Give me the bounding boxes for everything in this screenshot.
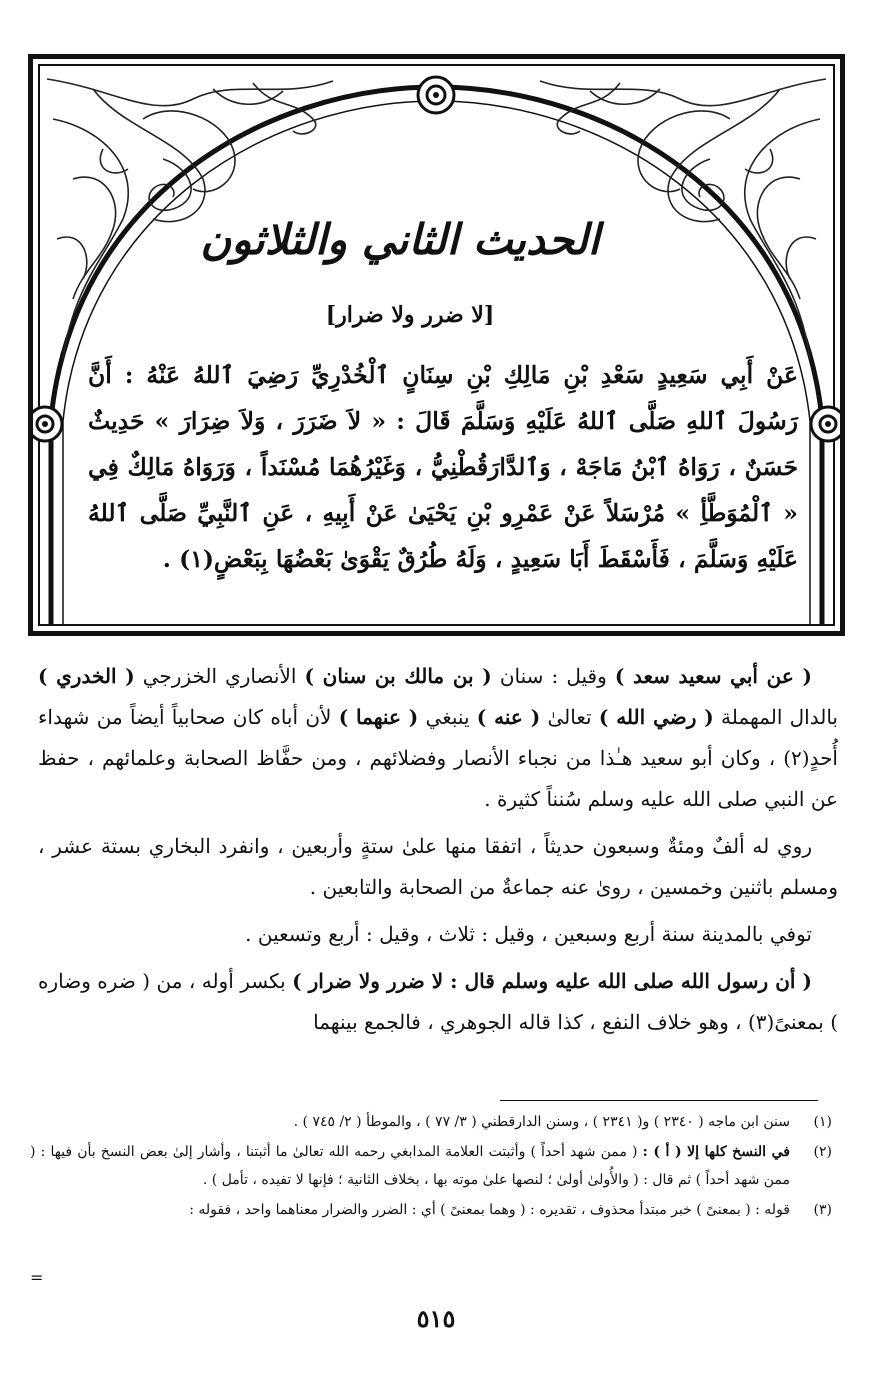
- footnote: [30, 1138, 832, 1194]
- hadith-text: عَنْ أَبِي سَعِيدٍ سَعْدِ بْنِ مَالِكِ بْنِ سِنَانٍ ٱلْخُدْرِيِّ رَضِيَ ٱللهُ عَنْهُ : أَنَّ رَسُولَ ٱللهِ صَلَّى ٱللهُ عَلَيْهِ وَسَلَّمَ قَالَ : « لاَ ضَرَرَ ، وَلاَ ضِرَارَ » حَدِيثٌ حَسَنٌ ، رَوَاهُ ٱبْنُ مَاجَهْ ، وَٱلدَّارَقُطْنِيُّ ، وَغَيْرُهُمَا مُسْنَداً ، وَرَوَاهُ مَالِكٌ فِي « ٱلْمُوَطَّأِ » مُرْسَلاً عَنْ عَمْرِو بْنِ يَحْيَىٰ عَنْ أَبِيهِ ، عَنِ ٱلنَّبِيِّ صَلَّى ٱللهُ عَلَيْهِ وَسَلَّمَ ، فَأَسْقَطَ أَبَا سَعِيدٍ ، وَلَهُ طُرُقٌ يَقْوَىٰ بَعْضُهَا بِبَعْضٍ(١) .: [88, 361, 798, 573]
- footnote-text: ( ممن شهد أحداً ) وأثبتت العلامة المدابغي رحمه الله تعالىٰ ما أثبتنا ، وأشار إلىٰ بعض النسخ بأن فيها : ( ممن شهد أحداً ) ثم قال : ( والأُولىٰ أولىٰ ؛ لنصها علىٰ موته بها ، بخلاف الثانية ؛ فإنها لا تفيده ، تأمل ) .: [30, 1144, 790, 1188]
- footnote: [30, 1196, 832, 1224]
- commentary-paragraph-4: [38, 961, 838, 1043]
- quoted-phrase: ( عن أبي سعيد سعد ): [614, 664, 812, 688]
- footnote-number: (١): [813, 1114, 832, 1130]
- commentary-text: الأنصاري الخزرجي: [134, 664, 305, 688]
- page-number: ٥١٥: [416, 1304, 456, 1333]
- footnote-text: قوله : ( بمعنىً ) خبر مبتدأ محذوف ، تقديره : ( وهما بمعنىً ) أي : الضرر والضرار معناهما واحد ، فقوله :: [189, 1202, 790, 1218]
- commentary-paragraph-1: [38, 656, 838, 820]
- quoted-phrase: ( رضي الله ): [598, 705, 714, 729]
- hadith-subtitle: [لا ضرر ولا ضرار]: [325, 302, 495, 328]
- commentary-text: تعالىٰ: [540, 705, 599, 729]
- commentary-text: بالدال المهملة: [713, 705, 838, 729]
- quoted-phrase: ( الخدري ): [38, 664, 135, 688]
- footnote: [30, 1108, 832, 1136]
- commentary-text: بكسر أوله ، من ( ضره وضاره ) بمعنىً(٣) ، وهو خلاف النفع ، كذا قاله الجوهري ، فالجمع بينهما: [38, 969, 838, 1034]
- footnotes: [30, 1108, 832, 1226]
- quoted-phrase: ( أن رسول الله صلى الله عليه وسلم قال : لا ضرر ولا ضرار ): [292, 969, 812, 993]
- continuation-mark: =: [30, 1268, 44, 1287]
- footnote-text: سنن ابن ماجه ( ٢٣٤٠ ) و( ٢٣٤١ ) ، وسنن الدارقطني ( ٣/ ٧٧ ) ، والموطأ ( ٢/ ٧٤٥ ) .: [293, 1114, 790, 1130]
- commentary-paragraph-3: توفي بالمدينة سنة أربع وسبعين ، وقيل : ثلاث ، وقيل : أربع وتسعين .: [245, 922, 812, 946]
- hadith-title: الحديث الثاني والثلاثون: [200, 215, 600, 264]
- footnote-lead: في النسخ كلها إلا ( أ ) :: [642, 1144, 790, 1160]
- footnote-number: (٣): [813, 1202, 832, 1218]
- footnote-separator: [500, 1100, 818, 1101]
- footnote-number: (٢): [813, 1144, 832, 1160]
- commentary-text: ينبغي: [418, 705, 477, 729]
- quoted-phrase: ( عنه ): [476, 705, 541, 729]
- quoted-phrase: ( بن مالك بن سنان ): [304, 664, 492, 688]
- commentary-text: لأن أباه كان صحابياً أيضاً من شهداء أُحدٍ(٢) ، وكان أبو سعيد هـٰذا من نجباء الأنصار وفضلائهم ، ومن حفَّاظ الصحابة وعلمائهم ، حفظ عن النبي صلى الله عليه وسلم سُنناً كثيرة .: [38, 705, 838, 811]
- commentary-paragraph-2: روي له ألفٌ ومئةٌ وسبعون حديثاً ، اتفقا منها علىٰ ستةٍ وأربعين ، وانفرد البخاري بستة عشر ، ومسلم باثنين وخمسين ، روىٰ عنه جماعةٌ من الصحابة والتابعين .: [38, 834, 838, 899]
- quoted-phrase: ( عنهما ): [338, 705, 419, 729]
- commentary-body: [38, 656, 838, 1049]
- commentary-text: وقيل : سنان: [491, 664, 615, 688]
